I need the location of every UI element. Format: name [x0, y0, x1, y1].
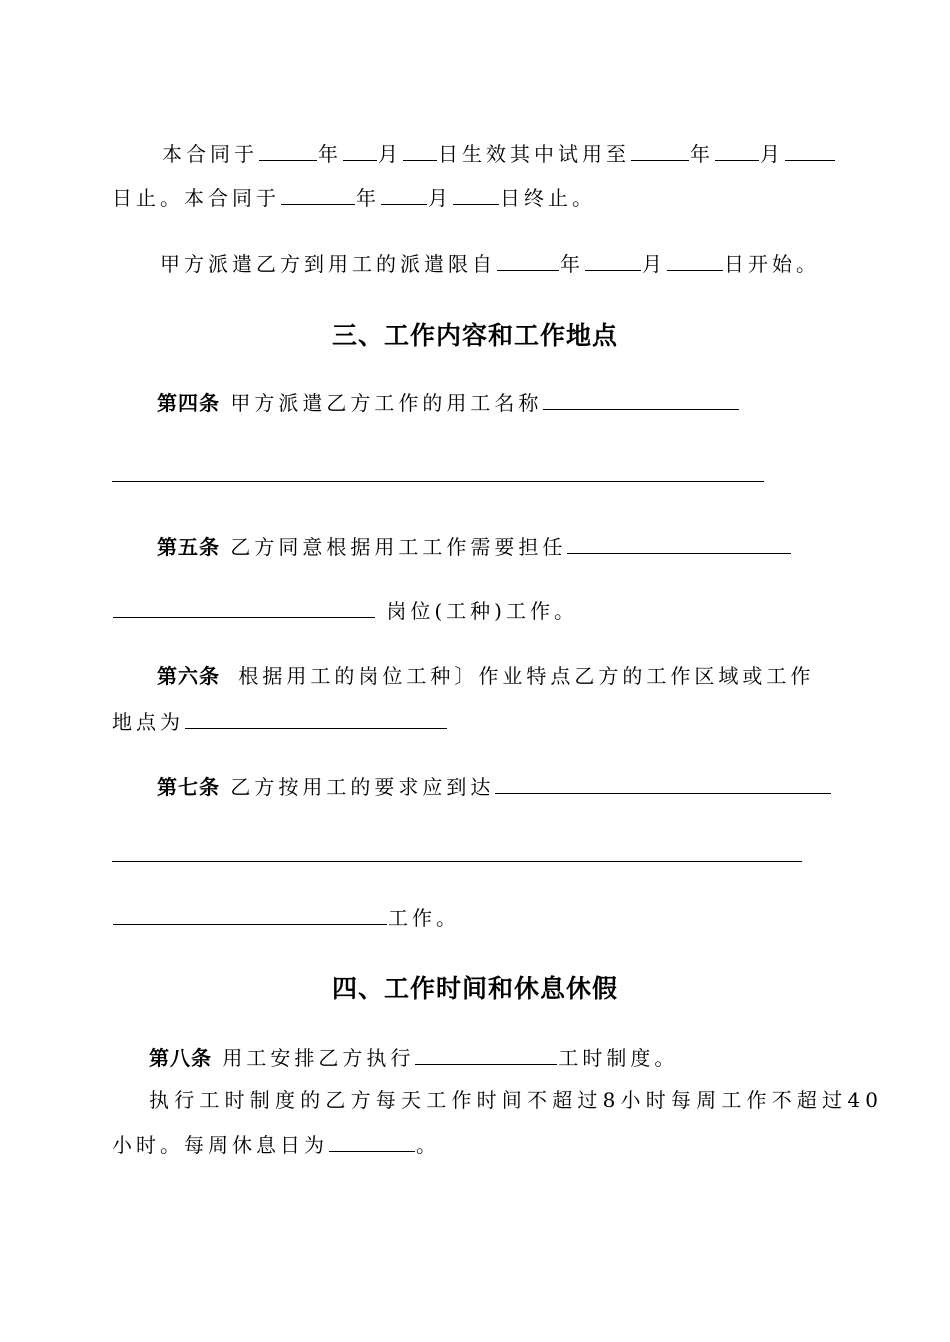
requirement-blank[interactable]: [495, 771, 831, 794]
text: 年: [690, 142, 714, 166]
text: 年: [356, 186, 380, 210]
dispatch-month-blank[interactable]: [585, 248, 641, 271]
article-7-text: 乙方按用工的要求应到达: [230, 775, 495, 799]
work-location-blank[interactable]: [185, 706, 447, 729]
position-blank[interactable]: [567, 531, 791, 554]
article-8-text-after: 工时制度。: [558, 1046, 679, 1070]
article-4-label: 第四条: [157, 391, 220, 415]
requirement-continuation-blank-2[interactable]: [113, 902, 387, 925]
working-hours-system-blank[interactable]: [415, 1042, 557, 1065]
article-5-line-2: [112, 595, 578, 626]
article-7-text-2: 工作。: [388, 906, 460, 930]
year-blank[interactable]: [259, 138, 317, 161]
article-8-line-2: [149, 1085, 883, 1115]
article-6-text-2: 地点为: [112, 710, 184, 734]
article-8-line-2-text: 执行工时制度的乙方每天工作时间不超过8小时每周工作不超过40: [149, 1088, 884, 1112]
position-continuation-blank[interactable]: [113, 595, 375, 618]
employer-name-continuation-line[interactable]: [112, 481, 764, 482]
article-8-line-3-text: 小时。每周休息日为: [112, 1133, 328, 1157]
article-5-text: 乙方同意根据用工工作需要担任: [230, 535, 567, 559]
section-4-title: 四、工作时间和休息休假: [331, 974, 618, 1003]
article-7-line-3: [112, 902, 460, 933]
article-4-text: 甲方派遣乙方工作的用工名称: [230, 391, 543, 415]
dispatch-day-blank[interactable]: [667, 248, 723, 271]
section-3-title: 三、工作内容和工作地点: [331, 321, 618, 350]
text: 年: [318, 142, 342, 166]
text: 月: [378, 142, 402, 166]
text: 本合同于: [162, 142, 258, 166]
text: 月: [642, 252, 666, 276]
end-month-blank[interactable]: [381, 182, 427, 205]
day-blank[interactable]: [403, 138, 437, 161]
article-6-label: 第六条: [157, 664, 220, 688]
trial-day-blank[interactable]: [785, 138, 835, 161]
rest-day-blank[interactable]: [329, 1129, 415, 1152]
employer-name-blank[interactable]: [543, 387, 739, 410]
article-5-label: 第五条: [157, 535, 220, 559]
article-8-line-3-end: 。: [416, 1133, 440, 1157]
text: 日开始。: [724, 252, 820, 276]
text: 日终止。: [500, 186, 596, 210]
article-7: [157, 771, 832, 802]
text: 日生效其中试用至: [438, 142, 630, 166]
text: 月: [760, 142, 784, 166]
article-8-label: 第八条: [149, 1046, 212, 1070]
article-5-text-2: 岗位(工种)工作。: [386, 599, 578, 623]
text: 甲方派遣乙方到用工的派遣限自: [160, 252, 496, 276]
trial-month-blank[interactable]: [715, 138, 759, 161]
article-6-line-2: [112, 706, 448, 737]
article-6-text: 根据用工的岗位工种〕作业特点乙方的工作区域或工作: [238, 664, 815, 688]
end-day-blank[interactable]: [453, 182, 499, 205]
text: 年: [560, 252, 584, 276]
text: 月: [428, 186, 452, 210]
article-7-label: 第七条: [157, 775, 220, 799]
article-5: [157, 531, 792, 562]
end-year-blank[interactable]: [281, 182, 355, 205]
dispatch-period-line: [160, 248, 820, 279]
effective-date-line-1: [162, 138, 836, 169]
article-8-line-3: [112, 1129, 440, 1160]
dispatch-year-blank[interactable]: [497, 248, 559, 271]
article-6: [157, 661, 814, 691]
article-4: [157, 387, 740, 418]
month-blank[interactable]: [343, 138, 377, 161]
article-8: [149, 1042, 678, 1073]
trial-year-blank[interactable]: [631, 138, 689, 161]
article-8-text: 用工安排乙方执行: [222, 1046, 415, 1070]
effective-date-line-2: [112, 182, 596, 213]
requirement-continuation-line-1[interactable]: [112, 861, 802, 862]
text: 日止。本合同于: [112, 186, 280, 210]
